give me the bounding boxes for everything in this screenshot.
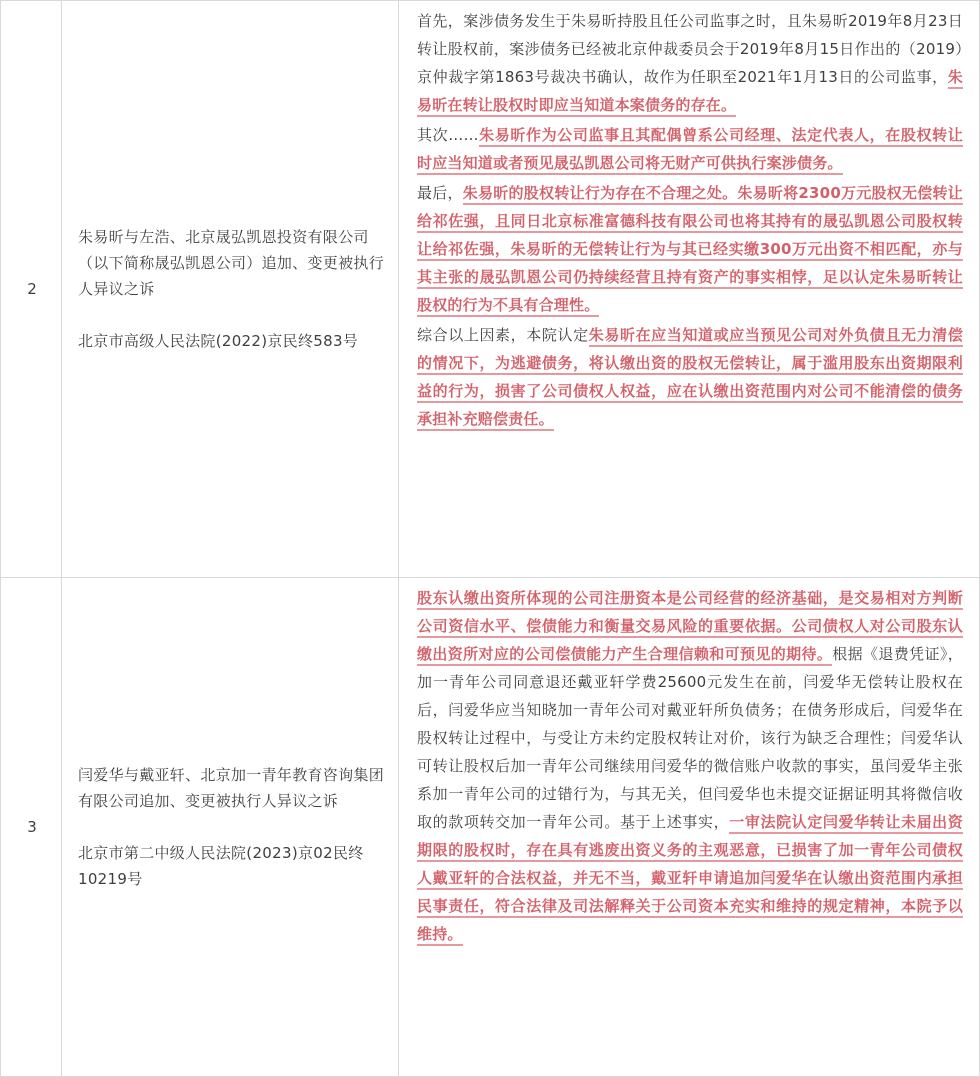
ruling-content [399,578,980,1077]
table-row [1,1,980,578]
highlighted-text: 股东认缴出资所体现的公司注册资本是公司经营的经济基础，是交易相对方判断公司资信水平、偿债能力和衡量交易风险的重要依据。公司债权人对公司股东认缴出资所对应的公司偿债能力产生合理信赖和可预见的期待。 [417,589,963,666]
highlighted-text: 朱易昕的股权转让行为存在不合理之处。朱易昕将2300万元股权无偿转让给祁佐强，且同日北京标准富德科技有限公司也将其持有的晟弘凯恩公司股权转让给祁佐强，朱易昕的无偿转让行为与其已经实缴300万元出资不相匹配，亦与其主张的晟弘凯恩公司仍持续经营且持有资产的事实相悖，足以认定朱易昕转让股权的行为不具有合理性。 [417,184,963,317]
text-segment: 最后， [417,184,463,202]
case-title: 朱易昕与左浩、北京晟弘凯恩投资有限公司（以下简称晟弘凯恩公司）追加、变更被执行人异议之诉 [78,228,385,298]
case-cell [62,1,399,578]
ruling-paragraph [417,7,963,119]
row-number: 3 [1,578,62,1077]
text-segment: 根据《退费凭证》，加一青年公司同意退还戴亚轩学费25600元发生在前，闫爱华无偿转让股权在后，闫爱华应当知晓加一青年公司对戴亚轩所负债务；在债务形成后，闫爱华在股权转让过程中，与受让方未约定股权转让对价，该行为缺乏合理性；闫爱华认可转让股权后加一青年公司继续用闫爱华的微信账户收款的事实，虽闫爱华主张系加一青年公司的过错行为，与其无关，但闫爱华也未提交证据证明其将微信收取的款项转交加一青年公司。基于上述事实， [417,645,963,831]
text-segment: 其次…… [417,126,479,144]
case-title: 闫爱华与戴亚轩、北京加一青年教育咨询集团有限公司追加、变更被执行人异议之诉 [78,766,385,810]
highlighted-text: 朱易昕在转让股权时即应当知道本案债务的存在。 [417,68,963,117]
court-reference: 北京市高级人民法院(2022)京民终583号 [78,332,359,350]
text-segment: 首先，案涉债务发生于朱易昕持股且任公司监事之时，且朱易昕2019年8月23日转让股权前，案涉债务已经被北京仲裁委员会于2019年8月15日作出的（2019）京仲裁字第1863号裁决书确认，故作为任职至2021年1月13日的公司监事， [417,12,963,86]
ruling-paragraph [417,121,963,177]
text-segment: 综合以上因素，本院认定 [417,326,589,344]
case-cell [62,578,399,1077]
ruling-paragraph [417,321,963,433]
highlighted-text: 朱易昕在应当知道或应当预见公司对外负债且无力清偿的情况下，为逃避债务，将认缴出资的股权无偿转让，属于滥用股东出资期限利益的行为，损害了公司债权人权益，应在认缴出资范围内对公司不能清偿的债务承担补充赔偿责任。 [417,326,963,431]
ruling-content [399,1,980,578]
highlighted-text: 朱易昕作为公司监事且其配偶曾系公司经理、法定代表人，在股权转让时应当知道或者预见晟弘凯恩公司将无财产可供执行案涉债务。 [417,126,963,175]
highlighted-text: 一审法院认定闫爱华转让未届出资期限的股权时，存在具有逃废出资义务的主观恶意，已损害了加一青年公司债权人戴亚轩的合法权益，并无不当，戴亚轩申请追加闫爱华在认缴出资范围内承担民事责任，符合法律及司法解释关于公司资本充实和维持的规定精神，本院予以维持。 [417,813,963,946]
row-number: 2 [1,1,62,578]
table-row [1,578,980,1077]
court-reference: 北京市第二中级人民法院(2023)京02民终10219号 [78,844,364,888]
ruling-paragraph [417,179,963,319]
ruling-paragraph [417,584,963,948]
